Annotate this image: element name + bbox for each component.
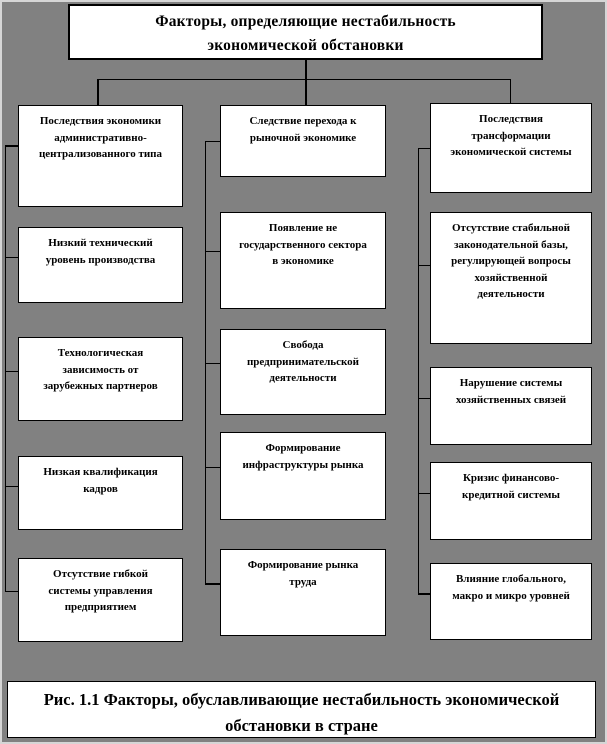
factor-box-left-5: Отсутствие гибкой системы управления предприятием [18, 558, 183, 642]
factor-box-left-4: Низкая квалификация кадров [18, 456, 183, 530]
factor-box-right-1: Последствия трансформации экономической системы [430, 103, 592, 193]
right-stub-1 [418, 148, 431, 150]
factor-box-middle-1: Следствие перехода к рыночной экономике [220, 105, 386, 177]
diagram-title-line1: Факторы, определяющие нестабильность [155, 13, 456, 30]
factor-box-middle-4: Формирование инфраструктуры рынка [220, 432, 386, 520]
middle-stub-1 [205, 141, 221, 143]
left-spine [5, 145, 7, 592]
diagram-title-line2: экономической обстановки [207, 37, 404, 55]
factor-box-left-2: Низкий технический уровень производства [18, 227, 183, 303]
factor-box-left-1: Последствия экономики административно-централизованного типа [18, 105, 183, 207]
right-stub-2 [418, 265, 431, 267]
middle-stub-3 [205, 363, 221, 365]
factor-box-middle-2: Появление не государственного сектора в экономике [220, 212, 386, 309]
right-stub-3 [418, 398, 431, 400]
left-stub-1 [5, 145, 19, 147]
middle-stub-4 [205, 467, 221, 469]
figure-caption-line2: обстановки в стране [225, 715, 378, 735]
diagram-title-box [68, 4, 543, 60]
right-spine [418, 148, 420, 595]
connector-bus [97, 79, 511, 81]
factor-box-middle-5: Формирование рынка труда [220, 549, 386, 636]
right-stub-4 [418, 493, 431, 495]
right-stub-5 [418, 593, 431, 595]
left-stub-4 [5, 486, 19, 488]
left-stub-3 [5, 371, 19, 373]
figure-caption-line1: Рис. 1.1 Факторы, обуславливающие нестабильность экономической [43, 690, 560, 709]
factor-box-right-3: Нарушение системы хозяйственных связей [430, 367, 592, 445]
factor-box-left-3: Технологическая зависимость от зарубежных партнеров [18, 337, 183, 421]
connector-title-drop [305, 59, 307, 105]
connector-left-drop [97, 79, 99, 105]
figure-caption-box [7, 681, 596, 738]
factor-box-right-2: Отсутствие стабильной законодательной базы, регулирующей вопросы хозяйственной деятельности [430, 212, 592, 344]
factor-box-right-4: Кризис финансово-кредитной системы [430, 462, 592, 540]
middle-stub-2 [205, 251, 221, 253]
left-stub-2 [5, 257, 19, 259]
middle-stub-5 [205, 583, 221, 585]
factor-box-middle-3: Свобода предпринимательской деятельности [220, 329, 386, 415]
connector-right-drop [510, 79, 512, 103]
left-stub-5 [5, 591, 19, 593]
factor-box-right-5: Влияние глобального, макро и микро уровней [430, 563, 592, 640]
